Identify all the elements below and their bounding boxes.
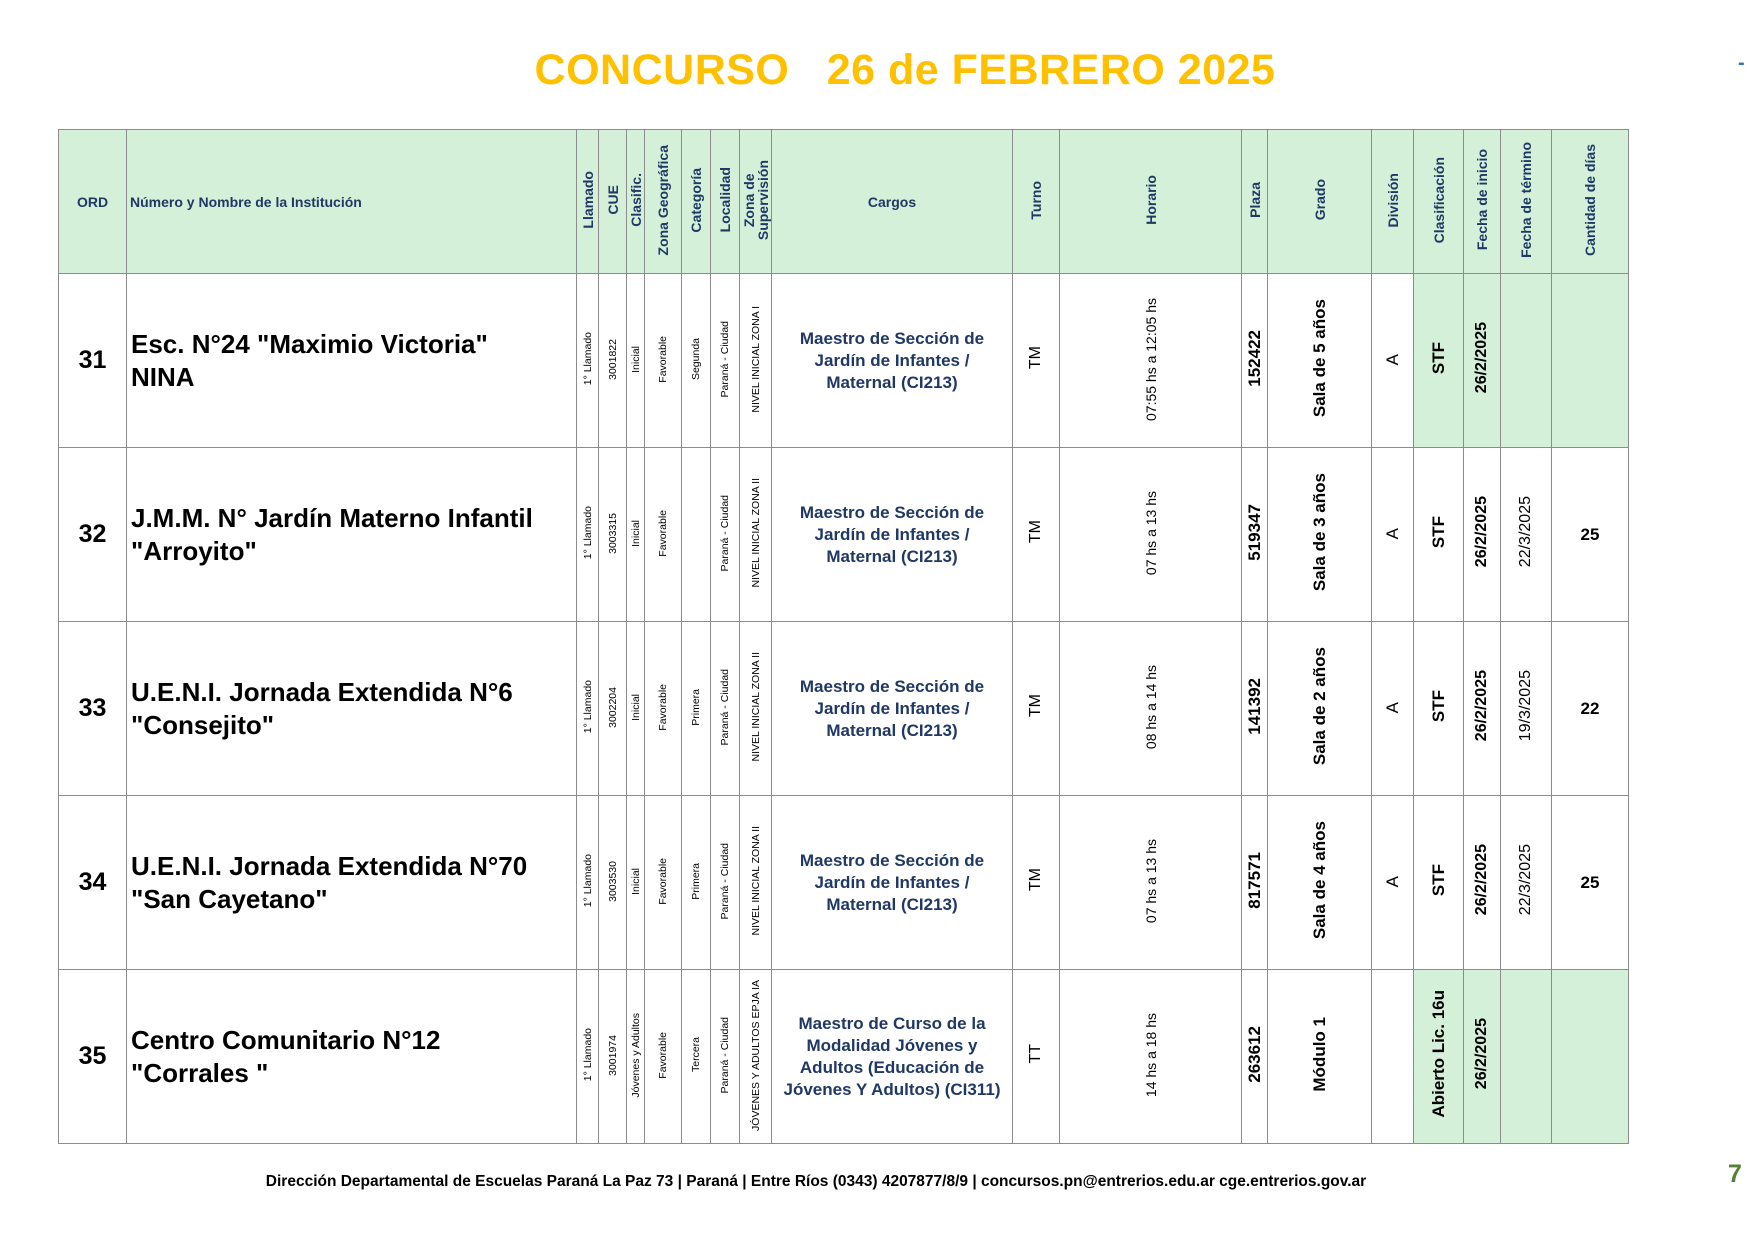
fecha-inicio-cell: 26/2/2025 (1464, 274, 1501, 448)
fecha-termino-cell: 22/3/2025 (1501, 796, 1552, 970)
grado-cell: Módulo 1 (1268, 970, 1372, 1144)
table-row (59, 970, 1629, 1144)
supervision-cell: NIVEL INICIAL ZONA II (740, 796, 772, 970)
clasificacion-cell: STF (1414, 274, 1464, 448)
grado-cell: Sala de 5 años (1268, 274, 1372, 448)
supervision-cell: NIVEL INICIAL ZONA II (740, 448, 772, 622)
institution-cell: J.M.M. N° Jardín Materno Infantil "Arroyito" (127, 448, 577, 622)
cantidad-dias-cell (1552, 274, 1629, 448)
categoria-cell: Segunda (682, 274, 711, 448)
division-cell: A (1372, 274, 1414, 448)
cantidad-dias-cell: 25 (1552, 796, 1629, 970)
table-row (59, 796, 1629, 970)
fecha-termino-cell (1501, 970, 1552, 1144)
localidad-cell: Paraná - Ciudad (711, 274, 740, 448)
cantidad-dias-cell: 22 (1552, 622, 1629, 796)
fecha-inicio-cell: 26/2/2025 (1464, 448, 1501, 622)
header-cue: CUE (599, 130, 627, 274)
fecha-termino-cell: 19/3/2025 (1501, 622, 1552, 796)
turno-cell: TM (1013, 622, 1060, 796)
cargo-cell: Maestro de Sección de Jardín de Infantes / Maternal (CI213) (772, 448, 1013, 622)
ord-cell: 33 (59, 622, 127, 796)
cargo-cell: Maestro de Sección de Jardín de Infantes / Maternal (CI213) (772, 274, 1013, 448)
header-clasificacion: Clasificación (1414, 130, 1464, 274)
header-grado: Grado (1268, 130, 1372, 274)
zona-cell: Favorable (645, 622, 682, 796)
llamado-cell: 1° Llamado (577, 274, 599, 448)
cue-cell: 3002204 (599, 622, 627, 796)
header-cargos: Cargos (772, 130, 1013, 274)
horario-cell: 08 hs a 14 hs (1060, 622, 1242, 796)
header-zona-supervision: Zona de Supervisión (740, 130, 772, 274)
top-right-mark: - (1738, 52, 1745, 74)
grado-cell: Sala de 3 años (1268, 448, 1372, 622)
table-row (59, 274, 1629, 448)
cargo-cell: Maestro de Curso de la Modalidad Jóvenes y Adultos (Educación de Jóvenes Y Adultos) (CI311) (772, 970, 1013, 1144)
header-institucion: Número y Nombre de la Institución (127, 130, 577, 274)
header-fecha-inicio: Fecha de inicio (1464, 130, 1501, 274)
zona-cell: Favorable (645, 448, 682, 622)
header-plaza: Plaza (1242, 130, 1268, 274)
zona-cell: Favorable (645, 970, 682, 1144)
footer-contact: Dirección Departamental de Escuelas Paraná La Paz 73 | Paraná | Entre Ríos (0343) 4207877/8/9 | concursos.pn@entrerios.edu.ar cge.entrerios.gov.ar (265, 1173, 1367, 1190)
header-cantidad-dias: Cantidad de días (1552, 130, 1629, 274)
localidad-cell: Paraná - Ciudad (711, 970, 740, 1144)
llamado-cell: 1° Llamado (577, 622, 599, 796)
header-llamado: Llamado (577, 130, 599, 274)
header-ord: ORD (59, 130, 127, 274)
clasific-cell: Inicial (627, 274, 645, 448)
header-row (59, 130, 1629, 274)
fecha-termino-cell: 22/3/2025 (1501, 448, 1552, 622)
institution-cell: U.E.N.I. Jornada Extendida N°6 "Consejito" (127, 622, 577, 796)
header-localidad: Localidad (711, 130, 740, 274)
institution-cell: Esc. N°24 "Maximio Victoria" NINA (127, 274, 577, 448)
turno-cell: TT (1013, 970, 1060, 1144)
clasific-cell: Jóvenes y Adultos (627, 970, 645, 1144)
ord-cell: 32 (59, 448, 127, 622)
institution-cell: U.E.N.I. Jornada Extendida N°70 "San Cayetano" (127, 796, 577, 970)
plaza-cell: 263612 (1242, 970, 1268, 1144)
categoria-cell: Tercera (682, 970, 711, 1144)
horario-cell: 07 hs a 13 hs (1060, 448, 1242, 622)
localidad-cell: Paraná - Ciudad (711, 622, 740, 796)
page-title: CONCURSO 26 de FEBRERO 2025 (534, 46, 1276, 94)
cantidad-dias-cell (1552, 970, 1629, 1144)
supervision-cell: NIVEL INICIAL ZONA I (740, 274, 772, 448)
grado-cell: Sala de 4 años (1268, 796, 1372, 970)
horario-cell: 07:55 hs a 12:05 hs (1060, 274, 1242, 448)
fecha-inicio-cell: 26/2/2025 (1464, 622, 1501, 796)
llamado-cell: 1° Llamado (577, 970, 599, 1144)
header-categoria: Categoría (682, 130, 711, 274)
clasific-cell: Inicial (627, 622, 645, 796)
turno-cell: TM (1013, 796, 1060, 970)
concurso-table (58, 129, 1629, 1144)
cue-cell: 3001822 (599, 274, 627, 448)
clasificacion-cell: STF (1414, 796, 1464, 970)
clasificacion-cell: STF (1414, 448, 1464, 622)
clasific-cell: Inicial (627, 796, 645, 970)
cue-cell: 3001974 (599, 970, 627, 1144)
horario-cell: 14 hs a 18 hs (1060, 970, 1242, 1144)
cargo-cell: Maestro de Sección de Jardín de Infantes / Maternal (CI213) (772, 622, 1013, 796)
categoria-cell (682, 448, 711, 622)
supervision-cell: NIVEL INICIAL ZONA II (740, 622, 772, 796)
institution-cell: Centro Comunitario N°12 "Corrales " (127, 970, 577, 1144)
grado-cell: Sala de 2 años (1268, 622, 1372, 796)
header-zona-geografica: Zona Geográfica (645, 130, 682, 274)
turno-cell: TM (1013, 448, 1060, 622)
categoria-cell: Primera (682, 796, 711, 970)
plaza-cell: 141392 (1242, 622, 1268, 796)
header-horario: Horario (1060, 130, 1242, 274)
header-fecha-termino: Fecha de término (1501, 130, 1552, 274)
ord-cell: 34 (59, 796, 127, 970)
fecha-termino-cell (1501, 274, 1552, 448)
llamado-cell: 1° Llamado (577, 448, 599, 622)
ord-cell: 31 (59, 274, 127, 448)
header-turno: Turno (1013, 130, 1060, 274)
division-cell: A (1372, 796, 1414, 970)
plaza-cell: 817571 (1242, 796, 1268, 970)
localidad-cell: Paraná - Ciudad (711, 448, 740, 622)
header-division: División (1372, 130, 1414, 274)
division-cell (1372, 970, 1414, 1144)
turno-cell: TM (1013, 274, 1060, 448)
supervision-cell: JÓVENES Y ADULTOS EPJA IA (740, 970, 772, 1144)
page-number: 7 (1728, 1160, 1742, 1188)
cargo-cell: Maestro de Sección de Jardín de Infantes / Maternal (CI213) (772, 796, 1013, 970)
cue-cell: 3003530 (599, 796, 627, 970)
clasific-cell: Inicial (627, 448, 645, 622)
ord-cell: 35 (59, 970, 127, 1144)
zona-cell: Favorable (645, 274, 682, 448)
clasificacion-cell: STF (1414, 622, 1464, 796)
header-clasific: Clasific. (627, 130, 645, 274)
table-row (59, 448, 1629, 622)
division-cell: A (1372, 448, 1414, 622)
division-cell: A (1372, 622, 1414, 796)
zona-cell: Favorable (645, 796, 682, 970)
table-row (59, 622, 1629, 796)
fecha-inicio-cell: 26/2/2025 (1464, 796, 1501, 970)
llamado-cell: 1° Llamado (577, 796, 599, 970)
cue-cell: 3003315 (599, 448, 627, 622)
clasificacion-cell: Abierto Lic. 16u (1414, 970, 1464, 1144)
plaza-cell: 519347 (1242, 448, 1268, 622)
categoria-cell: Primera (682, 622, 711, 796)
fecha-inicio-cell: 26/2/2025 (1464, 970, 1501, 1144)
localidad-cell: Paraná - Ciudad (711, 796, 740, 970)
horario-cell: 07 hs a 13 hs (1060, 796, 1242, 970)
plaza-cell: 152422 (1242, 274, 1268, 448)
cantidad-dias-cell: 25 (1552, 448, 1629, 622)
